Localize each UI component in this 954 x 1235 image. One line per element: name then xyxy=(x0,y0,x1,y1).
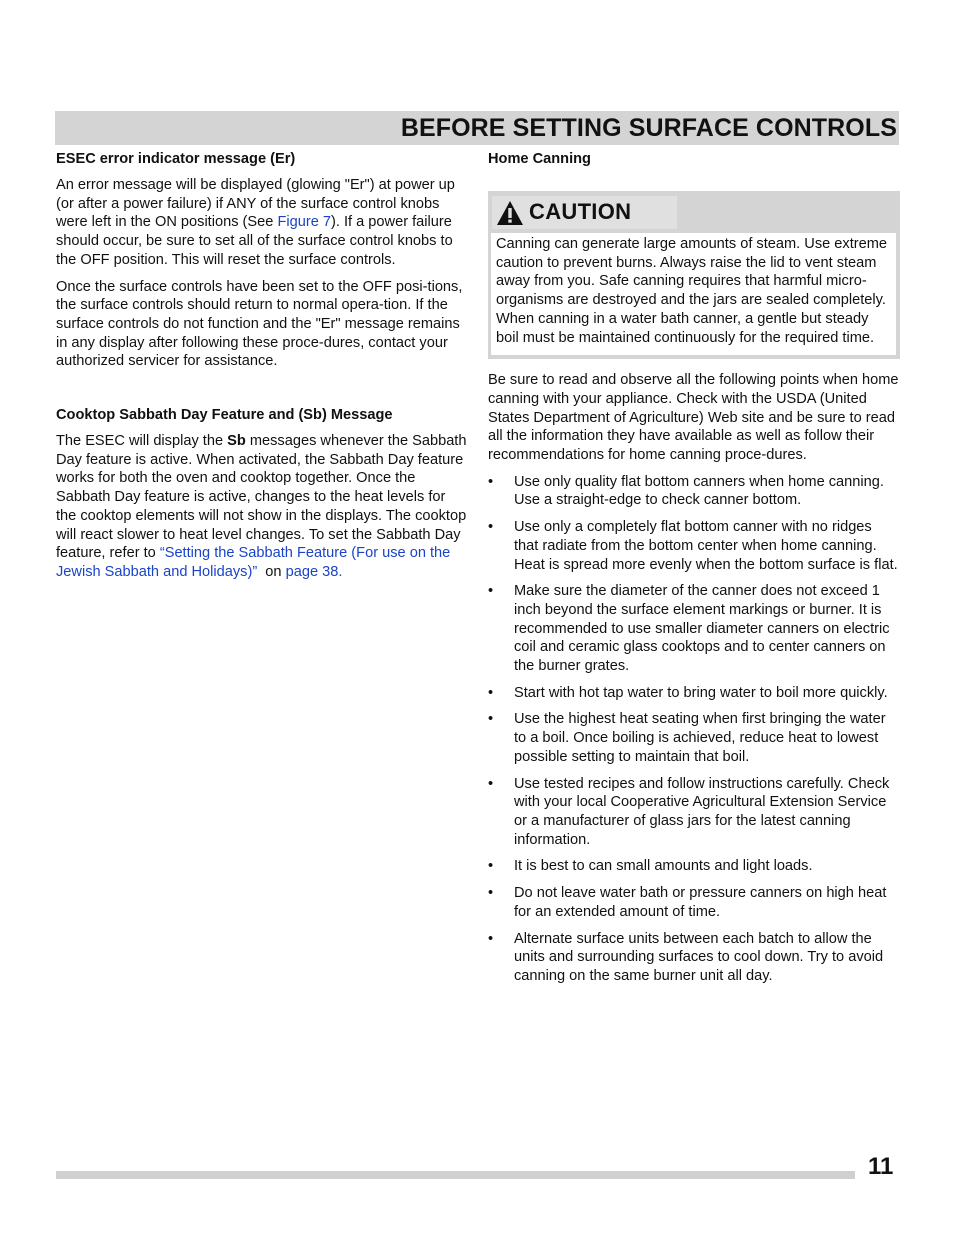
left-column xyxy=(56,150,468,582)
page-38-link[interactable]: page 38 xyxy=(285,563,339,580)
sabbath-text-b: messages whenever the Sabbath Day feature is active. When activated, the Sabbath Day feature works for both the oven and cooktop together. Once the Sabbath Day feature is active, changes to the heat levels for the cooktop elements will not show in the displays. The cooktop will react slower to heat level changes. To set the Sabbath Day feature, refer to xyxy=(56,433,467,562)
footer-bar xyxy=(56,1171,855,1179)
list-item xyxy=(488,775,900,850)
sabbath-text-a: The ESEC will display the xyxy=(56,433,228,450)
list-item xyxy=(488,710,900,766)
caution-label: CAUTION xyxy=(529,199,632,225)
list-item xyxy=(488,884,900,921)
esec-paragraph-1 xyxy=(56,176,468,270)
list-item-text: Use tested recipes and follow instructions carefully. Check with your local Cooperative Agricultural Extension Service or a manufacturer of glass jars for the latest canning information. xyxy=(514,775,890,848)
bullet-mark: • xyxy=(488,583,494,600)
sabbath-section xyxy=(56,406,468,582)
list-item xyxy=(488,684,900,703)
sabbath-feature-link[interactable]: “Setting the Sabbath Feature (For use on the Jewish Sabbath and Holidays)” xyxy=(56,545,451,580)
list-item xyxy=(488,473,900,510)
divider-mark xyxy=(488,359,900,371)
page-number: 11 xyxy=(868,1153,894,1180)
esec-paragraph-2: Once the surface controls have been set to the OFF posi-tions, the surface controls should return to normal opera-tion. If the surface controls do not function and the "Er" message remains in any display after following these proce-dures, contact your authorized servicer for assistance. xyxy=(56,278,463,370)
caution-label-block xyxy=(492,196,677,229)
caution-text: Canning can generate large amounts of steam. Use extreme caution to prevent burns. Always raise the lid to vent steam away from you. Safe canning requires that harmful micro-organisms are destroyed and the jars are sealed completely. When canning in a water bath canner, a gentle but steady boil must be maintained continuously for the required time. xyxy=(491,233,896,355)
list-item-text: Start with hot tap water to bring water to boil more quickly. xyxy=(514,684,888,701)
sb-bold-text: Sb xyxy=(227,433,246,450)
bullet-mark: • xyxy=(488,858,494,875)
caution-header xyxy=(491,196,896,229)
list-item-text: It is best to can small amounts and light loads. xyxy=(514,858,813,875)
list-item xyxy=(488,857,900,876)
sabbath-text-end: . xyxy=(338,563,343,580)
bullet-mark: • xyxy=(488,711,494,728)
bullet-mark: • xyxy=(488,519,494,536)
list-item xyxy=(488,930,900,986)
esec-p1-text-b: ). If a power failure should occur, be sure to set all of the surface control knobs to the OFF position. This will reset the surface controls. xyxy=(56,214,453,268)
list-item-text: Use only a completely flat bottom canner with no ridges that radiate from the bottom center when home canning. Heat is spread more evenly when the bottom surface is flat. xyxy=(514,519,898,573)
list-item xyxy=(488,582,900,676)
list-item-text: Alternate surface units between each batch to allow the units and surrounding surfaces to cool down. Try to avoid canning on the same burner unit all day. xyxy=(514,930,884,984)
bullet-mark: • xyxy=(488,775,494,792)
canning-tips-list xyxy=(488,473,900,986)
figure-7-link[interactable]: Figure 7 xyxy=(277,214,331,231)
sabbath-heading: Cooktop Sabbath Day Feature and (Sb) Message xyxy=(56,407,393,424)
right-column xyxy=(488,150,900,994)
list-item-text: Use only quality flat bottom canners when home canning. Use a straight-edge to check canner bottom. xyxy=(514,473,884,509)
canning-intro: Be sure to read and observe all the following points when home canning with your appliance. Check with the USDA (United States Department of Agriculture) Web site and be sure to read all the information they have available as well as follow their recommendations for home canning proce-dures. xyxy=(488,372,899,464)
bullet-mark: • xyxy=(488,930,494,947)
warning-triangle-icon xyxy=(496,200,524,226)
bullet-mark: • xyxy=(488,684,494,701)
page-title: BEFORE SETTING SURFACE CONTROLS xyxy=(400,114,897,142)
sabbath-text-c: on xyxy=(257,563,286,580)
section-header-bar xyxy=(55,111,899,145)
list-item-text: Do not leave water bath or pressure canners on high heat for an extended amount of time. xyxy=(514,885,887,920)
sabbath-paragraph xyxy=(56,432,468,582)
caution-box xyxy=(488,191,900,359)
bullet-mark: • xyxy=(488,473,494,490)
list-item-text: Use the highest heat seating when first bringing the water to a boil. Once boiling is achieved, reduce heat to lowest possible setting to maintain that boil. xyxy=(514,711,886,765)
esec-p1-text-a: An error message will be displayed (glowing "Er") at power up (or after a power failure) if ANY of the surface control knobs were left in the ON positions (See xyxy=(56,177,455,231)
list-item-text: Make sure the diameter of the canner does not exceed 1 inch beyond the surface element markings or burner. It is recommended to use smaller diameter canners on electric coil and ceramic glass cooktops and to center canners on the burner grates. xyxy=(514,583,890,675)
esec-heading: ESEC error indicator message (Er) xyxy=(56,151,296,167)
bullet-mark: • xyxy=(488,885,494,902)
list-item xyxy=(488,518,900,574)
home-canning-heading: Home Canning xyxy=(488,151,591,167)
